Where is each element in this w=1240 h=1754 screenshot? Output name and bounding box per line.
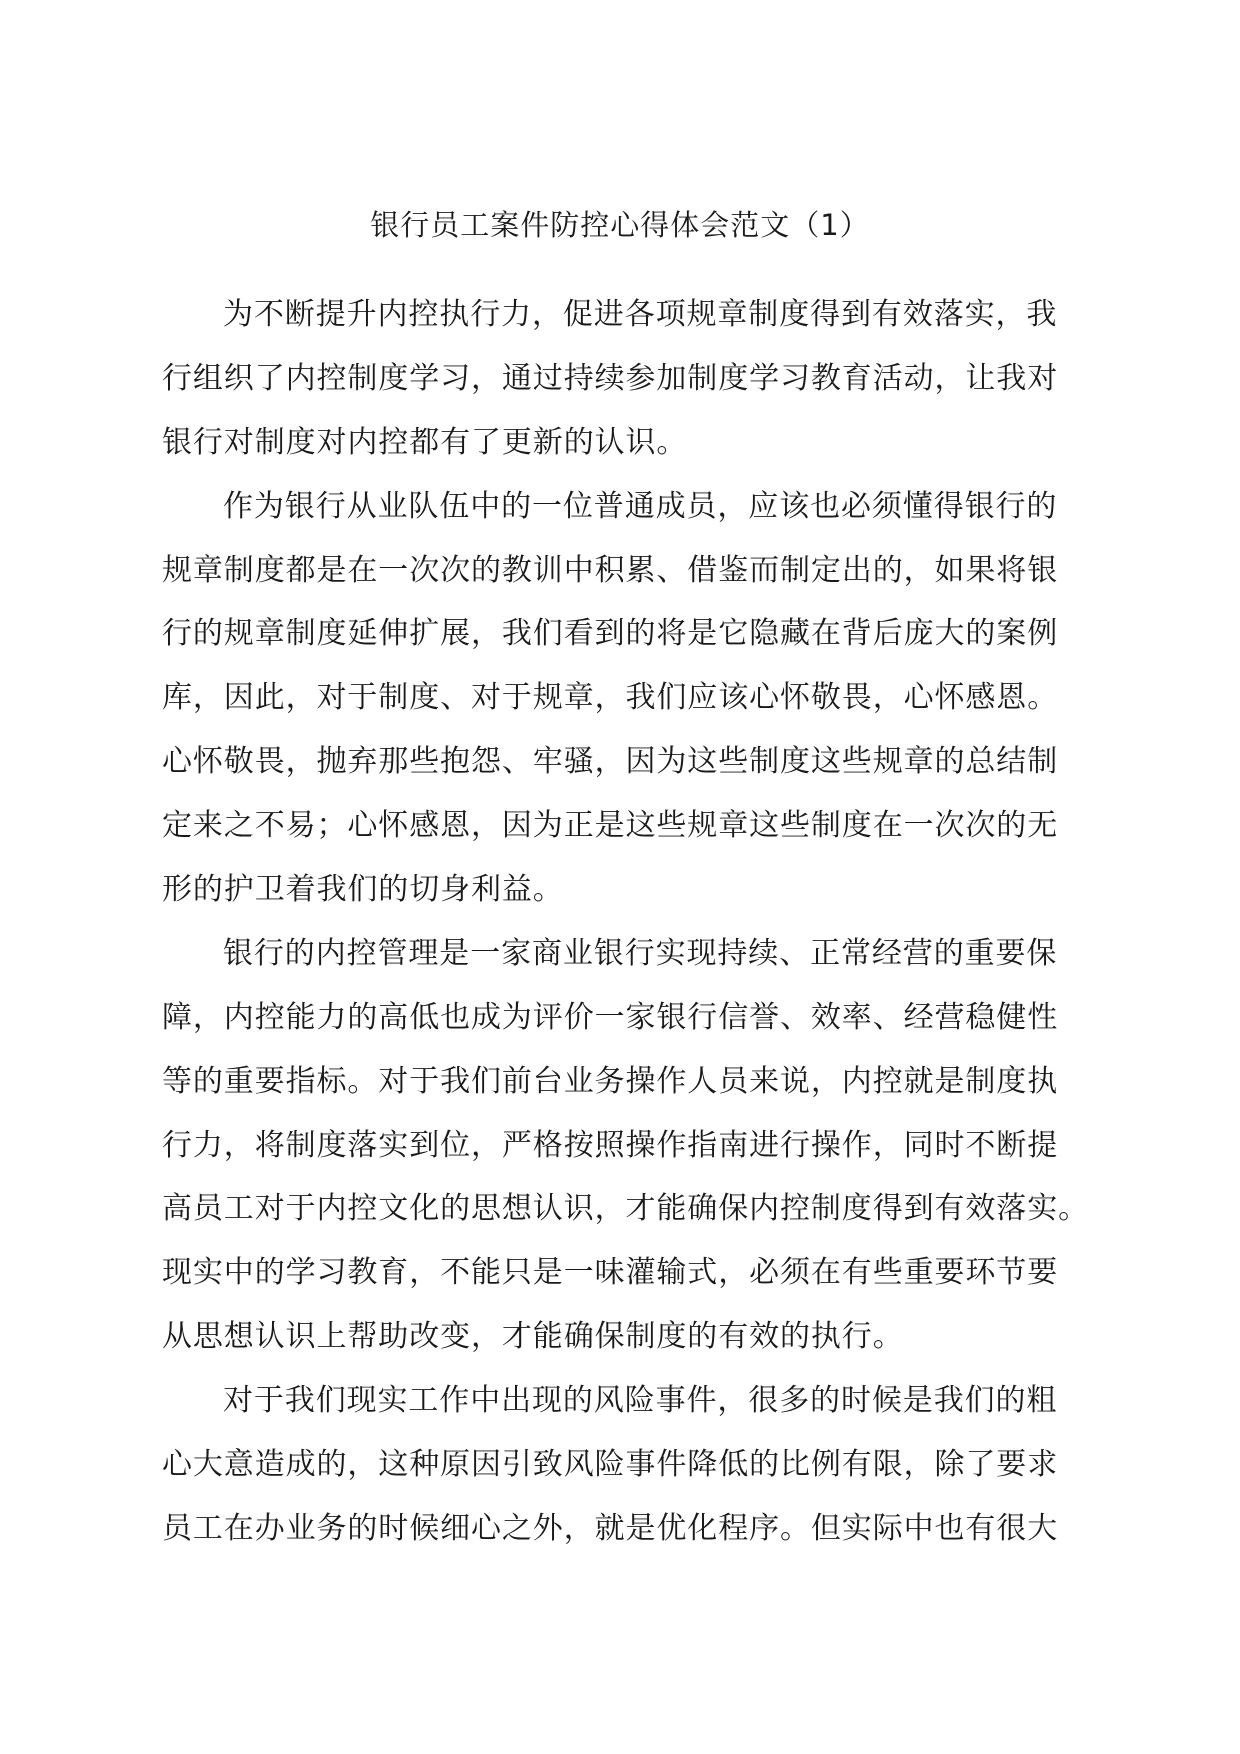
text-line: 作为银行从业队伍中的一位普通成员，应该也必须懂得银行的 [223,488,1058,524]
text-line: 行的规章制度延伸扩展，我们看到的将是它隐藏在背后庞大的案例 [162,616,1059,652]
text-line: 库，因此，对于制度、对于规章，我们应该心怀敬畏，心怀感恩。 [162,680,1059,716]
document-title: 银行员工案件防控心得体会范文（1） [370,208,870,242]
text-line: 现实中的学习教育，不能只是一味灌输式，必须在有些重要环节要 [162,1255,1059,1291]
text-line: 从思想认识上帮助改变，才能确保制度的有效的执行。 [162,1319,904,1355]
text-line: 对于我们现实工作中出现的风险事件，很多的时候是我们的粗 [223,1383,1058,1419]
text-line: 银行的内控管理是一家商业银行实现持续、正常经营的重要保 [223,935,1058,971]
text-line: 障，内控能力的高低也成为评价一家银行信誉、效率、经营稳健性 [162,999,1059,1035]
text-line: 行力，将制度落实到位，严格按照操作指南进行操作，同时不断提 [162,1127,1059,1163]
text-line: 心怀敬畏，抛弃那些抱怨、牢骚，因为这些制度这些规章的总结制 [162,744,1059,780]
document-body [162,283,1102,1561]
text-line: 为不断提升内控执行力，促进各项规章制度得到有效落实，我 [223,297,1058,332]
text-line: 员工在办业务的时候细心之外，就是优化程序。但实际中也有很大 [162,1510,1059,1546]
text-line: 高员工对于内控文化的思想认识，才能确保内控制度得到有效落实。 [162,1191,1089,1227]
text-line: 银行对制度对内控都有了更新的认识。 [162,424,688,460]
text-line: 行组织了内控制度学习，通过持续参加制度学习教育活动，让我对 [162,360,1059,396]
text-line: 等的重要指标。对于我们前台业务操作人员来说，内控就是制度执 [162,1063,1059,1099]
text-line: 心大意造成的，这种原因引致风险事件降低的比例有限，除了要求 [162,1447,1059,1483]
text-line: 定来之不易；心怀感恩，因为正是这些规章这些制度在一次次的无 [162,808,1059,844]
text-line: 形的护卫着我们的切身利益。 [162,872,564,908]
text-line: 规章制度都是在一次次的教训中积累、借鉴而制定出的，如果将银 [162,552,1059,588]
